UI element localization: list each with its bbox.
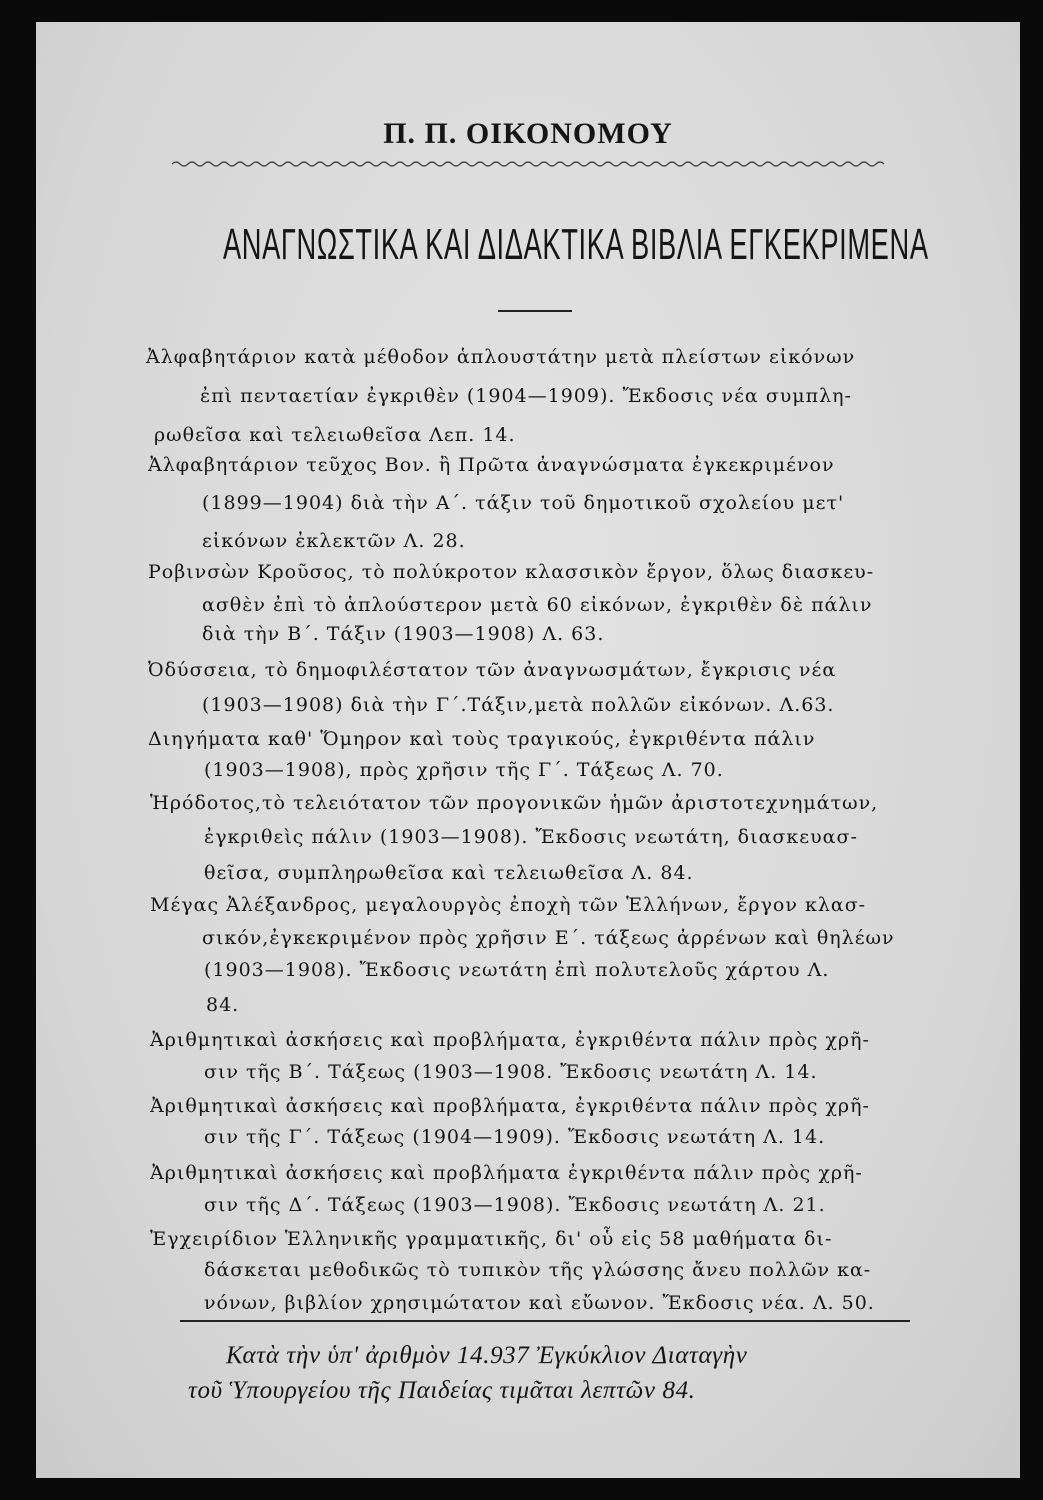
catalog-line: ἐγκριθεὶς πάλιν (1903—1908). Ἔκδοσις νεωτάτη, διασκευασ- xyxy=(204,826,858,848)
catalog-line: Ροβινσὼν Κροῦσος, τὸ πολύκροτον κλασσικὸν ἔργον, ὅλως διασκευ- xyxy=(148,561,875,583)
bottom-rule xyxy=(180,1320,910,1322)
catalog-line: ασθὲν ἐπὶ τὸ ἁπλούστερον μετὰ 60 εἰκόνων, ἐγκριθὲν δὲ πάλιν xyxy=(202,594,873,616)
catalog-line: (1903—1908) διὰ τὴν Γ΄.Τάξιν,μετὰ πολλῶν εἰκόνων. Λ.63. xyxy=(202,694,835,716)
catalog-heading: ΑΝΑΓΝΩΣΤΙΚΑ ΚΑΙ ΔΙΔΑΚΤΙΚΑ ΒΙΒΛΙΑ ΕΓΚΕΚΡΙΜΕΝΑ xyxy=(222,220,929,269)
price-notice-line-1: Κατὰ τὴν ὑπ' ἀριθμὸν 14.937 Ἐγκύκλιον Διαταγὴν xyxy=(226,1342,748,1369)
catalog-line: Ἀριθμητικαὶ ἀσκήσεις καὶ προβλήματα, ἐγκριθέντα πάλιν πρὸς χρῆ- xyxy=(150,1095,870,1117)
catalog-line: (1899—1904) διὰ τὴν Α΄. τάξιν τοῦ δημοτικοῦ σχολείου μετ' xyxy=(202,492,845,514)
catalog-line: ρωθεῖσα καὶ τελειωθεῖσα Λεπ. 14. xyxy=(154,424,516,446)
catalog-line: νόνων, βιβλίον χρησιμώτατον καὶ εὔωνον. Ἔκδοσις νέα. Λ. 50. xyxy=(204,1292,875,1314)
catalog-line: Ἡρόδοτος,τὸ τελειότατον τῶν προγονικῶν ἡμῶν ἀριστοτεχνημάτων, xyxy=(150,792,879,814)
catalog-line: ἐπὶ πενταετίαν ἐγκριθὲν (1904—1909). Ἔκδοσις νέα συμπλη- xyxy=(200,385,852,407)
catalog-line: σικόν,ἐγκεκριμένον πρὸς χρῆσιν Ε΄. τάξεως ἀρρένων καὶ θηλέων xyxy=(202,927,895,949)
catalog-line: Ἀριθμητικαὶ ἀσκήσεις καὶ προβλήματα, ἐγκριθέντα πάλιν πρὸς χρῆ- xyxy=(150,1029,870,1051)
catalog-line: Ἀλφαβητάριον τεῦχος Βον. ἢ Πρῶτα ἀναγνώσματα ἐγκεκριμένον xyxy=(148,454,835,476)
price-notice-line-2: τοῦ Ὑπουργείου τῆς Παιδείας τιμᾶται λεπτῶν 84. xyxy=(188,1377,696,1404)
publisher-name: Π. Π. ΟΙΚΟΝΟΜΟΥ xyxy=(383,117,673,150)
catalog-line: Ἐγχειρίδιον Ἑλληνικῆς γραμματικῆς, δι' οὗ εἰς 58 μαθήματα δι- xyxy=(150,1228,833,1250)
catalog-line: σιν τῆς Γ΄. Τάξεως (1904—1909). Ἔκδοσις νεωτάτη Λ. 14. xyxy=(204,1126,826,1148)
catalog-line: Μέγας Ἀλέξανδρος, μεγαλουργὸς ἐποχὴ τῶν Ἑλλήνων, ἔργον κλασ- xyxy=(150,894,867,916)
catalog-line: εἰκόνων ἐκλεκτῶν Λ. 28. xyxy=(202,530,466,552)
catalog-line: δάσκεται μεθοδικῶς τὸ τυπικὸν τῆς γλώσσης ἄνευ πολλῶν κα- xyxy=(204,1259,872,1281)
catalog-line: Ἀλφαβητάριον κατὰ μέθοδον ἁπλουστάτην μετὰ πλείστων εἰκόνων xyxy=(146,346,856,368)
catalog-line: Διηγήματα καθ' Ὅμηρον καὶ τοὺς τραγικούς, ἐγκριθέντα πάλιν xyxy=(148,728,816,750)
catalog-line: Ὀδύσσεια, τὸ δημοφιλέστατον τῶν ἀναγνωσμάτων, ἔγκρισις νέα xyxy=(148,659,837,681)
catalog-line: σιν τῆς Δ΄. Τάξεως (1903—1908). Ἔκδοσις νεωτάτη Λ. 21. xyxy=(204,1194,826,1216)
catalog-page xyxy=(36,22,1020,1478)
catalog-line: θεῖσα, συμπληρωθεῖσα καὶ τελειωθεῖσα Λ. 84. xyxy=(204,862,694,884)
catalog-line: Ἀριθμητικαὶ ἀσκήσεις καὶ προβλήματα ἐγκριθέντα πάλιν πρὸς χρῆ- xyxy=(150,1162,863,1184)
catalog-line: (1903—1908). Ἔκδοσις νεωτάτη ἐπὶ πολυτελοῦς χάρτου Λ. xyxy=(204,959,830,981)
catalog-line: (1903—1908), πρὸς χρῆσιν τῆς Γ΄. Τάξεως Λ. 70. xyxy=(204,759,724,781)
heading-rule xyxy=(498,310,572,312)
catalog-line: διὰ τὴν Β΄. Τάξιν (1903—1908) Λ. 63. xyxy=(202,623,605,645)
wavy-divider xyxy=(172,158,888,170)
catalog-line: 84. xyxy=(206,994,240,1016)
catalog-line: σιν τῆς Β΄. Τάξεως (1903—1908. Ἔκδοσις νεωτάτη Λ. 14. xyxy=(204,1061,818,1083)
